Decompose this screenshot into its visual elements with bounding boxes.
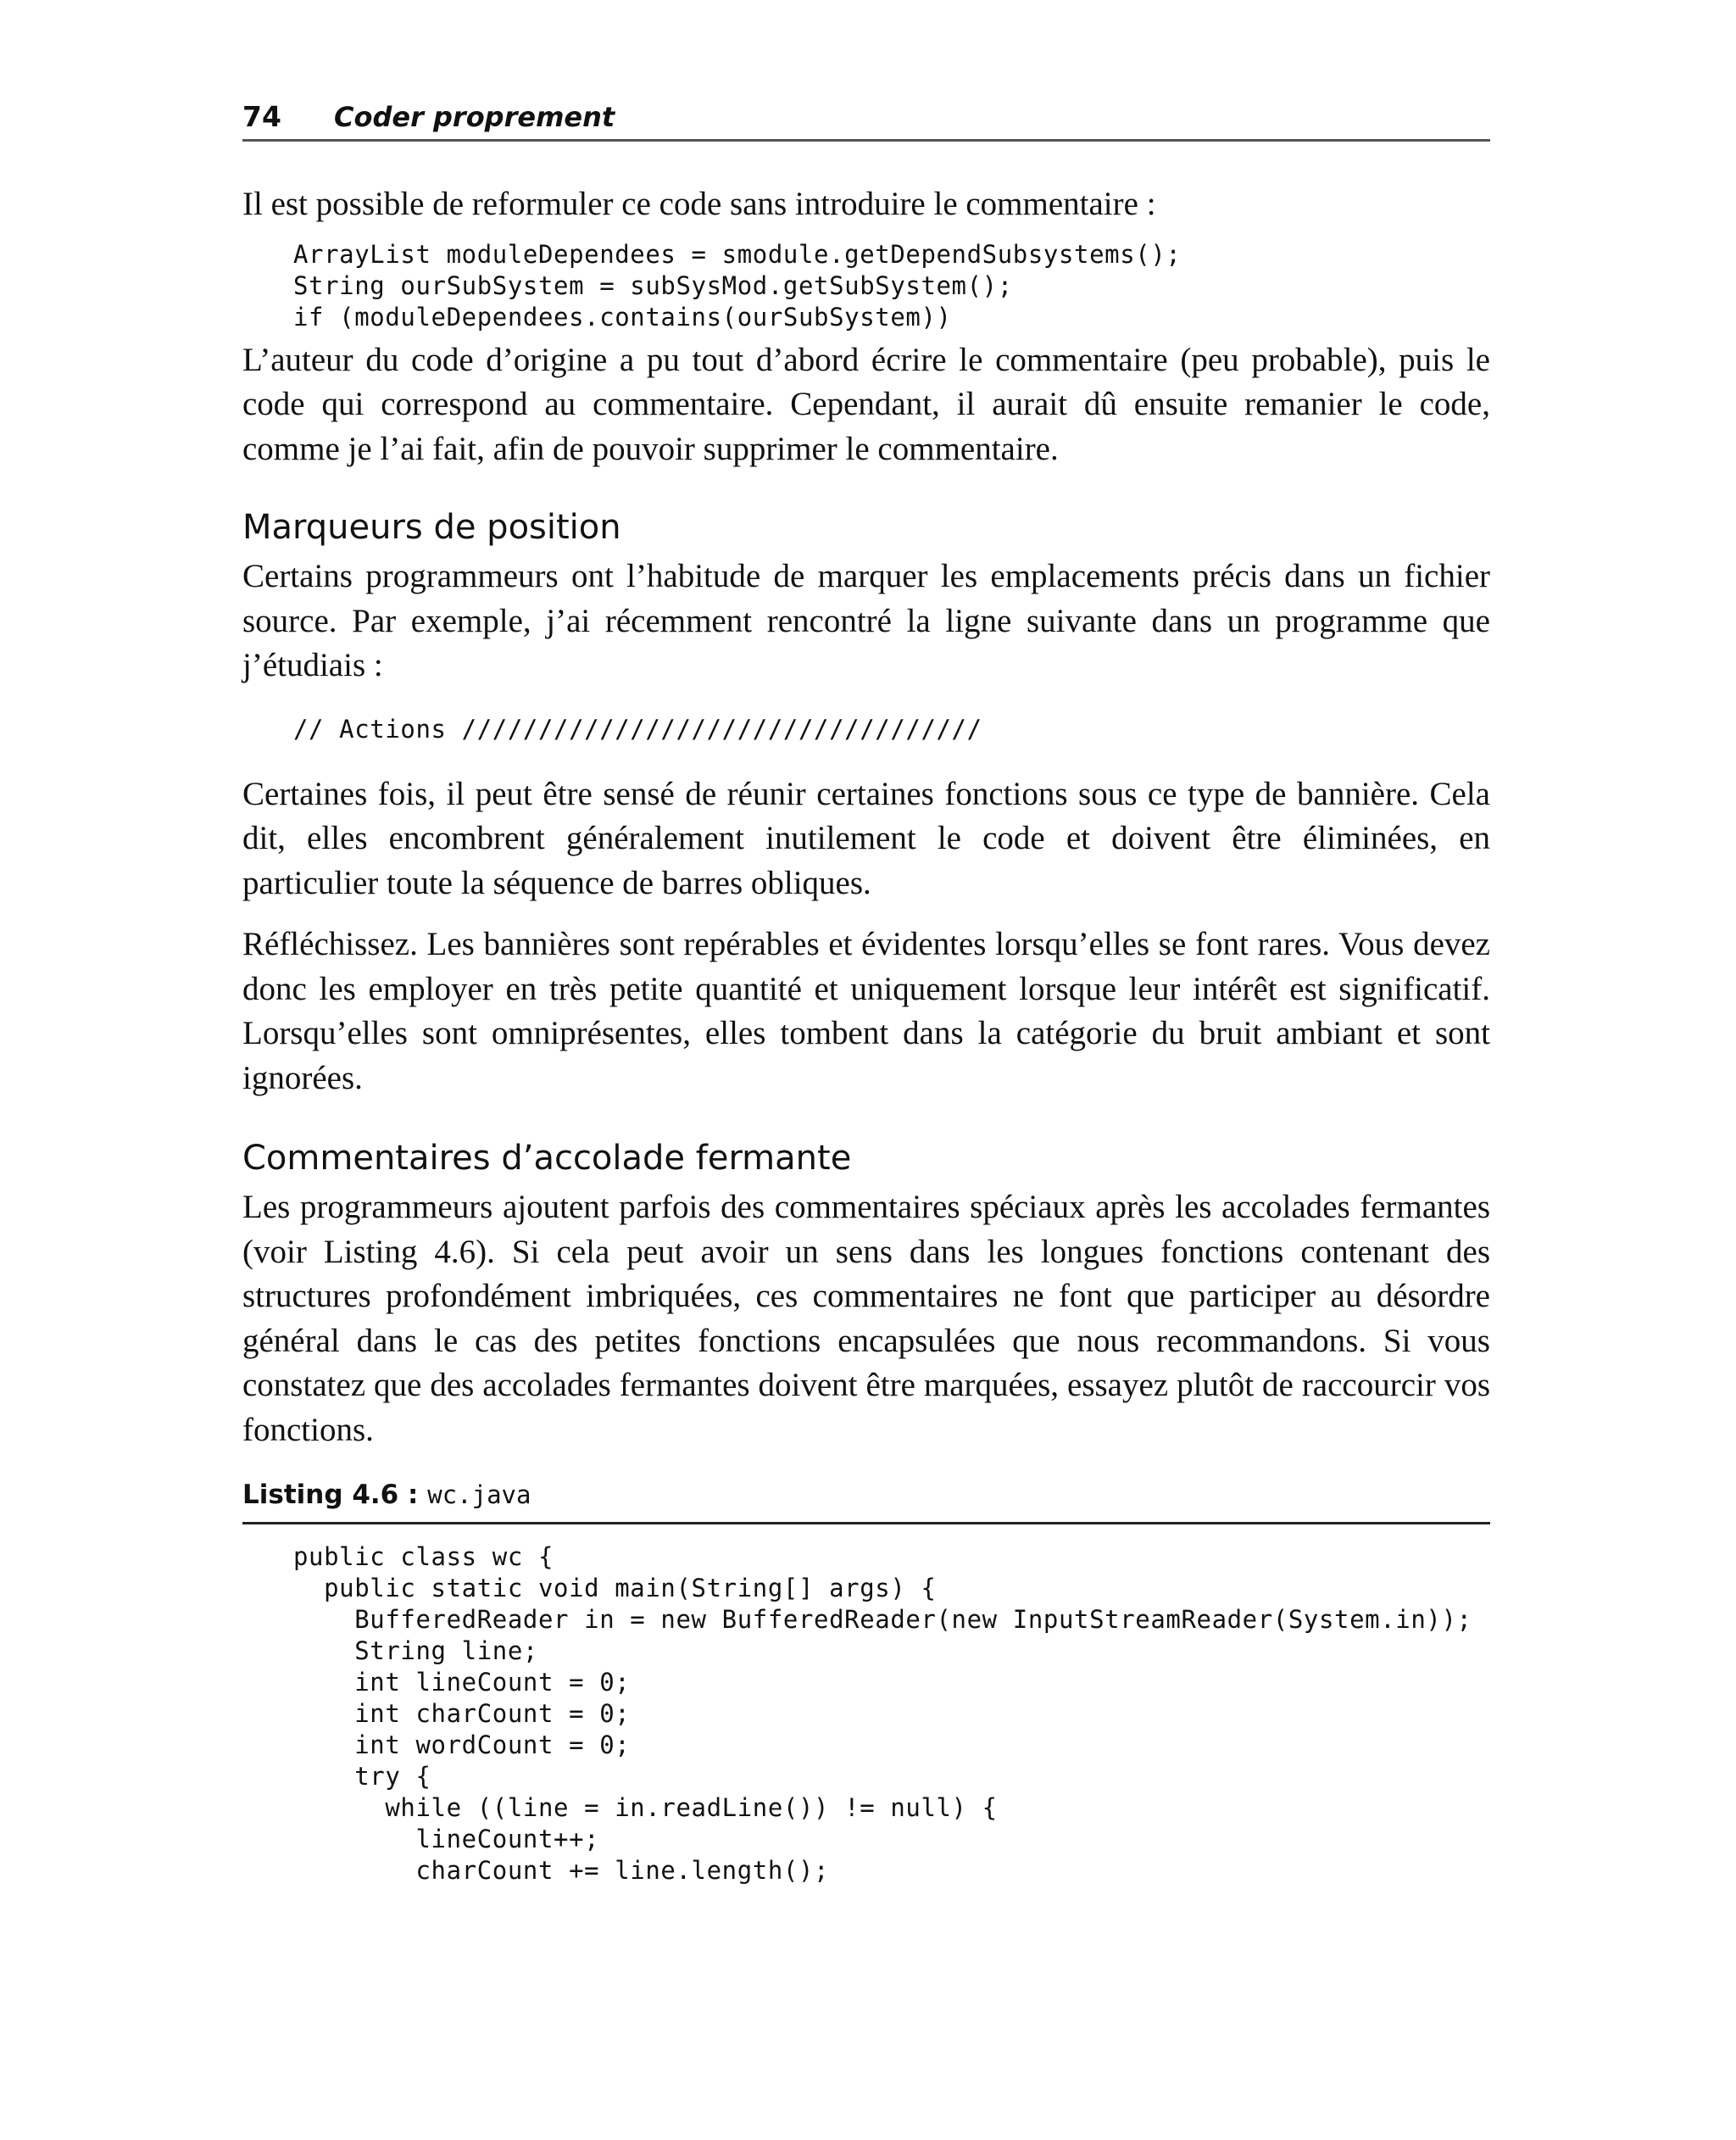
intro-paragraph: Il est possible de reformuler ce code sans introduire le commentaire : [242, 186, 1156, 222]
paragraph-reflect: Réfléchissez. Les bannières sont repérables et évidentes lorsqu’elles se font rares. Vous devez donc les employer en très petite quantité et uniquement lorsque leur intérêt est significatif. Lorsqu’elles sont omniprésentes, elles tombent dans la catégorie du bruit ambiant et sont ignorées. [242, 926, 1490, 1096]
book-page [242, 100, 1490, 1886]
code-example-refactored: ArrayList moduleDependees = smodule.getDependSubsystems(); String ourSubSystem = subSysMod.getSubSystem(); if (moduleDependees.contains(ourSubSystem)) [293, 239, 1182, 332]
section-heading-closing-brace-comments: Commentaires d’accolade fermante [242, 1139, 852, 1178]
listing-caption [242, 1480, 1490, 1524]
listing-code: public class wc { public static void main(String[] args) { BufferedReader in = new BufferedReader(new InputStreamReader(System.in)); String line; int lineCount = 0; int charCount = 0; int wordCount = 0; try { while ((line = in.readLine()) != null) { lineCount++; charCount += line.length(); [293, 1542, 1472, 1885]
paragraph-banners: Certaines fois, il peut être sensé de réunir certaines fonctions sous ce type de bannière. Cela dit, elles encombrent généralement inutilement le code et doivent être éliminées, en particulier toute la séquence de barres obliques. [242, 775, 1490, 901]
listing-filename: wc.java [427, 1480, 531, 1509]
paragraph-position-markers: Certains programmeurs ont l’habitude de marquer les emplacements précis dans un fichier source. Par exemple, j’ai récemment rencontré la ligne suivante dans un programme que j’étudiais : [242, 558, 1490, 683]
code-example-banner: // Actions ////////////////////////////////// [293, 714, 982, 744]
book-title: Coder proprement [334, 101, 615, 133]
listing-label: Listing 4.6 : [242, 1480, 419, 1510]
paragraph-original-author: L’auteur du code d’origine a pu tout d’abord écrire le commentaire (peu probable), puis le code qui correspond au commentaire. Cependant, il aurait dû ensuite remanier le code, comme je l’ai fait, afin de pouvoir supprimer le commentaire. [242, 341, 1490, 467]
page-number: 74 [242, 100, 281, 133]
running-header [242, 100, 1490, 142]
section-heading-position-markers: Marqueurs de position [242, 508, 621, 547]
paragraph-closing-brace-comments: Les programmeurs ajoutent parfois des commentaires spéciaux après les accolades fermantes (voir Listing 4.6). Si cela peut avoir un sens dans les longues fonctions contenant des structures profondément imbriquées, ces commentaires ne font que participer au désordre général dans le cas des petites fonctions encapsulées que nous recommandons. Si vous constatez que des accolades fermantes doivent être marquées, essayez plutôt de raccourcir vos fonctions. [242, 1189, 1490, 1448]
